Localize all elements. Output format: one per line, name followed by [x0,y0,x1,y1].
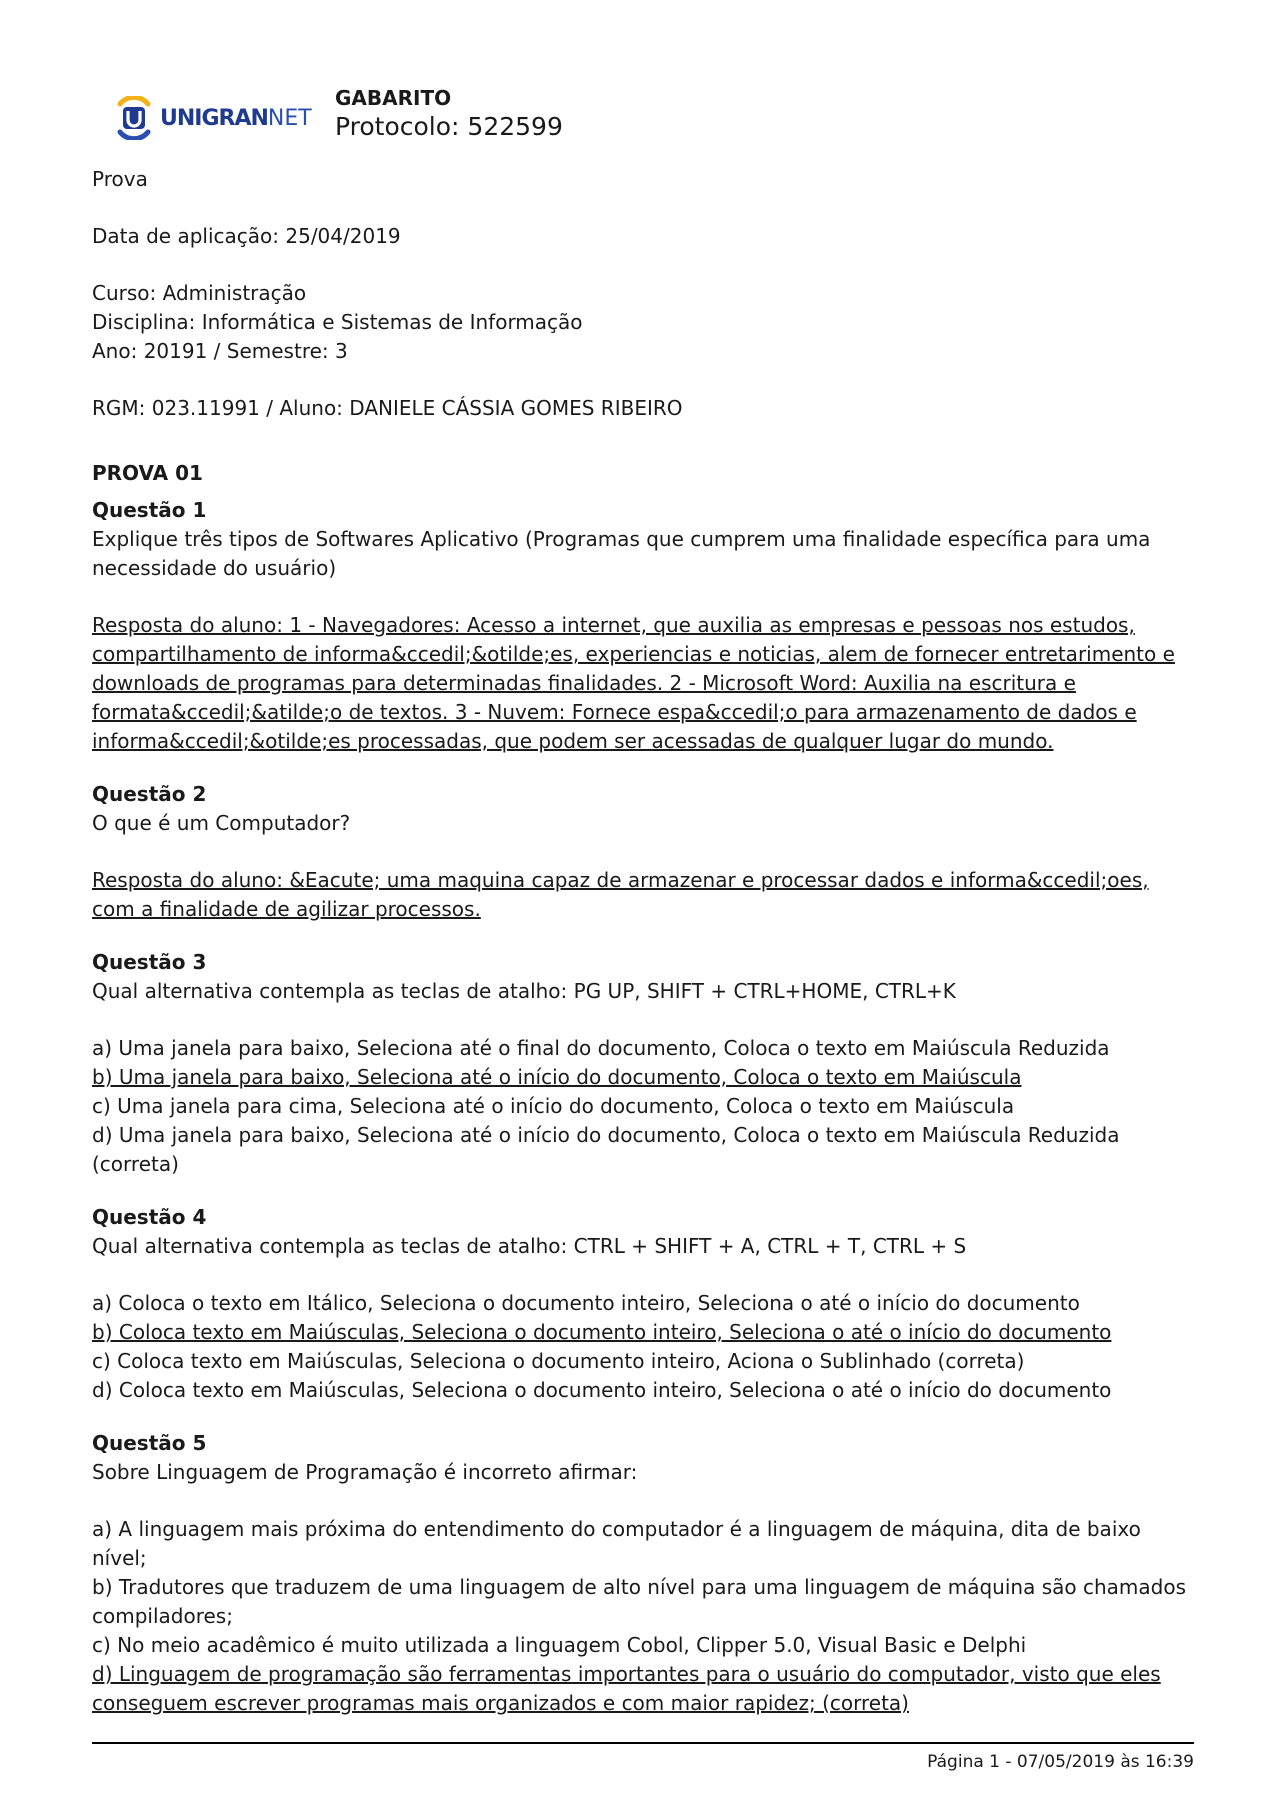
ano-semestre: Ano: 20191 / Semestre: 3 [92,339,348,363]
document-content [92,165,1192,1718]
unigran-logo-icon [112,96,156,140]
question-3-text: Qual alternativa contempla as teclas de atalho: PG UP, SHIFT + CTRL+HOME, CTRL+K [92,979,956,1003]
question-3-option-a: a) Uma janela para baixo, Seleciona até o final do documento, Coloca o texto em Maiúscula Reduzida [92,1036,1110,1060]
question-4-option-b-selected: b) Coloca texto em Maiúsculas, Seleciona o documento inteiro, Seleciona o até o início do documento [92,1320,1112,1344]
question-5-option-d-selected: d) Linguagem de programação são ferramentas importantes para o usuário do computador, visto que eles conseguem escrever programas mais organizados e com maior rapidez; (correta) [92,1662,1161,1715]
question-5-text: Sobre Linguagem de Programação é incorreto afirmar: [92,1460,638,1484]
question-3-option-b-selected: b) Uma janela para baixo, Seleciona até o início do documento, Coloca o texto em Maiúscula [92,1065,1022,1089]
title-block [335,84,563,142]
protocolo-number: Protocolo: 522599 [335,112,563,141]
page-number-date: Página 1 - 07/05/2019 às 16:39 [927,1752,1194,1772]
question-4-text: Qual alternativa contempla as teclas de atalho: CTRL + SHIFT + A, CTRL + T, CTRL + S [92,1234,967,1258]
gabarito-title: GABARITO [335,86,452,110]
question-4-option-d: d) Coloca texto em Maiúsculas, Seleciona o documento inteiro, Seleciona o até o início do documento [92,1378,1112,1402]
question-2-answer: Resposta do aluno: &Eacute; uma maquina capaz de armazenar e processar dados e informa&ccedil;oes, com a finalidade de agilizar processos. [92,868,1149,921]
logo-text-main: UNIGRAN [160,106,268,131]
question-2-text: O que é um Computador? [92,811,351,835]
disciplina: Disciplina: Informática e Sistemas de Informação [92,310,583,334]
question-1-text: Explique três tipos de Softwares Aplicativo (Programas que cumprem uma finalidade específica para uma necessidade do usuário) [92,527,1151,580]
logo-text-suffix: NET [267,106,312,131]
question-3-option-c: c) Uma janela para cima, Seleciona até o início do documento, Coloca o texto em Maiúscula [92,1094,1015,1118]
question-5-option-a: a) A linguagem mais próxima do entendimento do computador é a linguagem de máquina, dita de baixo nível; [92,1517,1141,1570]
question-4-option-c: c) Coloca texto em Maiúsculas, Seleciona o documento inteiro, Aciona o Sublinhado (correta) [92,1349,1025,1373]
question-1-answer: Resposta do aluno: 1 - Navegadores: Acesso a internet, que auxilia as empresas e pessoas nos estudos, compartilhamento de informa&ccedil;&otilde;es, experiencias e noticias, alem de fornecer entretarimento e downloads de programas para determinadas finalidades. 2 - Microsoft Word: Auxilia na escritura e formata&ccedil;&atilde;o de textos. 3 - Nuvem: Fornece espa&ccedil;o para armazenamento de dados e informa&ccedil;&otilde;es processadas, que podem ser acessadas de qualquer lugar do mundo. [92,613,1175,753]
question-4-title: Questão 4 [92,1205,207,1229]
question-3-option-d: d) Uma janela para baixo, Seleciona até o início do documento, Coloca o texto em Maiúscula Reduzida (correta) [92,1123,1120,1176]
curso: Curso: Administração [92,281,307,305]
question-3-title: Questão 3 [92,950,207,974]
question-4-option-a: a) Coloca o texto em Itálico, Seleciona o documento inteiro, Seleciona o até o início do documento [92,1291,1080,1315]
logo-wordmark [160,106,312,131]
question-5-option-b: b) Tradutores que traduzem de uma linguagem de alto nível para uma linguagem de máquina são chamados compiladores; [92,1575,1186,1628]
question-2-title: Questão 2 [92,782,207,806]
unigran-net-logo [112,96,312,142]
page-footer [92,1742,1194,1772]
question-1-title: Questão 1 [92,498,207,522]
rgm-aluno: RGM: 023.11991 / Aluno: DANIELE CÁSSIA GOMES RIBEIRO [92,396,683,420]
question-5-option-c: c) No meio acadêmico é muito utilizada a linguagem Cobol, Clipper 5.0, Visual Basic e Delphi [92,1633,1027,1657]
data-aplicacao: Data de aplicação: 25/04/2019 [92,224,401,248]
prova-label: Prova [92,167,148,191]
section-title: PROVA 01 [92,461,203,485]
document-header [92,84,1192,154]
question-5-title: Questão 5 [92,1431,207,1455]
